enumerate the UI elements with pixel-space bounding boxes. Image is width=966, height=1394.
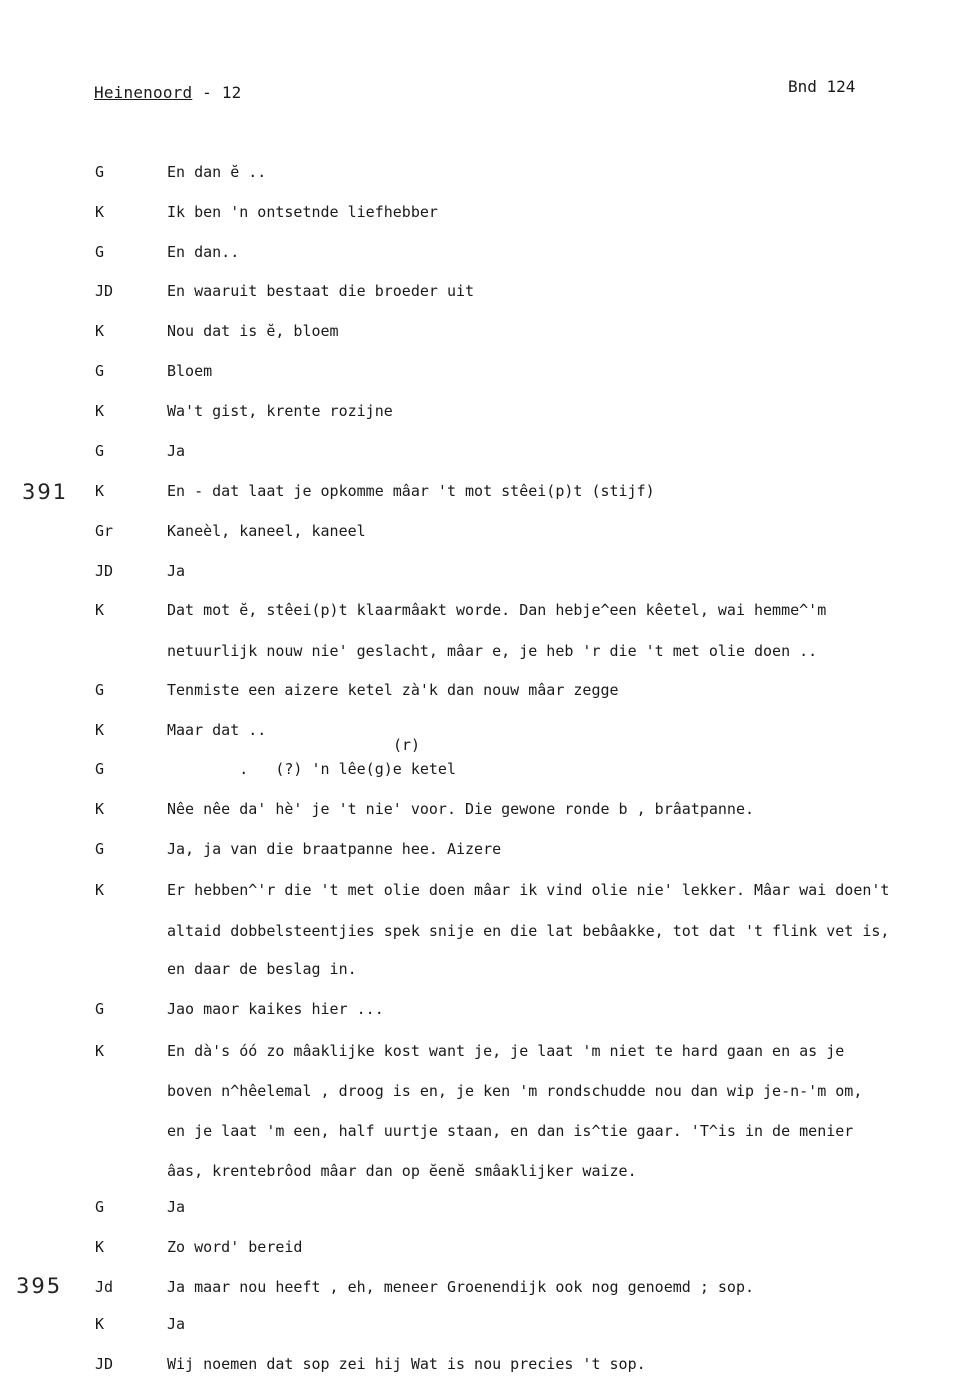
superscript-annotation: (r)	[393, 736, 421, 754]
transcript-line	[0, 282, 966, 304]
utterance-text: Wa't gist, krente rozijne	[167, 402, 393, 420]
speaker-code: K	[95, 322, 105, 340]
speaker-code: G	[95, 163, 105, 181]
transcript-line	[0, 922, 966, 944]
speaker-code: G	[95, 1198, 105, 1216]
transcript-line	[0, 243, 966, 265]
utterance-text: En dan..	[167, 243, 240, 261]
utterance-text: Ja, ja van die braatpanne hee. Aizere	[167, 840, 502, 858]
transcript-line	[0, 402, 966, 424]
utterance-text: Zo word' bereid	[167, 1238, 303, 1256]
speaker-code: K	[95, 402, 105, 420]
place-name: Heinenoord	[94, 83, 193, 102]
speaker-code: K	[95, 482, 105, 500]
speaker-code: G	[95, 1000, 105, 1018]
speaker-code: K	[95, 203, 105, 221]
utterance-text: en daar de beslag in.	[167, 960, 357, 978]
utterance-text: Tenmiste een aizere ketel zà'k dan nouw mâar zegge	[167, 681, 619, 699]
utterance-text: Maar dat ..	[167, 721, 267, 739]
utterance-text: En dan ĕ ..	[167, 163, 267, 181]
transcript-line	[0, 482, 966, 504]
utterance-text: Ja	[167, 1315, 186, 1333]
speaker-code: G	[95, 760, 105, 778]
speaker-code: K	[95, 721, 105, 739]
utterance-text: netuurlijk nouw nie' geslacht, mâar e, je heb 'r die 't met olie doen ..	[167, 642, 818, 660]
transcript-line	[0, 1198, 966, 1220]
transcript-line	[0, 442, 966, 464]
speaker-code: K	[95, 1315, 105, 1333]
utterance-text: Ik ben 'n ontsetnde liefhebber	[167, 203, 438, 221]
speaker-code: G	[95, 840, 105, 858]
margin-note-395: 395	[16, 1274, 63, 1298]
transcript-line	[0, 721, 966, 743]
transcript-line	[0, 1315, 966, 1337]
transcript-line	[0, 322, 966, 344]
transcript-line	[0, 960, 966, 982]
transcript-line	[0, 760, 966, 782]
transcript-line	[0, 522, 966, 544]
transcript-line	[0, 1278, 966, 1300]
transcript-line	[0, 1082, 966, 1104]
transcript-line	[0, 163, 966, 185]
transcript-line	[0, 1238, 966, 1260]
speaker-code: K	[95, 800, 105, 818]
page-number: - 12	[202, 83, 242, 102]
utterance-text: boven n^hêelemal , droog is en, je ken 'm rondschudde nou dan wip je-n-'m om,	[167, 1082, 863, 1100]
transcript-line	[0, 881, 966, 903]
speaker-code: G	[95, 442, 105, 460]
speaker-code: K	[95, 881, 105, 899]
speaker-code: JD	[95, 1355, 114, 1373]
transcript-line	[0, 1355, 966, 1377]
transcript-line	[0, 601, 966, 623]
utterance-text: Ja	[167, 562, 186, 580]
transcript-line	[0, 362, 966, 384]
utterance-text: Dat mot ĕ, stêei(p)t klaarmâakt worde. Dan hebje^een kêetel, wai hemme^'m	[167, 601, 827, 619]
utterance-text: Er hebben^'r die 't met olie doen mâar ik vind olie nie' lekker. Mâar wai doen't	[167, 881, 890, 899]
page-header-left	[94, 83, 242, 102]
margin-note-391: 391	[22, 480, 69, 504]
transcript-line	[0, 800, 966, 822]
utterance-text: Wij noemen dat sop zei hij Wat is nou precies 't sop.	[167, 1355, 646, 1373]
tape-number: Bnd 124	[788, 77, 856, 96]
utterance-text: Kaneèl, kaneel, kaneel	[167, 522, 366, 540]
utterance-text: . (?) 'n lêe(g)e ketel	[167, 760, 456, 778]
utterance-text: âas, krentebrôod mâar dan op ĕenĕ smâaklijker waize.	[167, 1162, 637, 1180]
transcript-line	[0, 562, 966, 584]
speaker-code: K	[95, 1238, 105, 1256]
utterance-text: altaid dobbelsteentjies spek snije en die lat bebâakke, tot dat 't flink vet is,	[167, 922, 890, 940]
utterance-text: Nou dat is ĕ, bloem	[167, 322, 339, 340]
utterance-text: Bloem	[167, 362, 213, 380]
utterance-text: Ja maar nou heeft , eh, meneer Groenendijk ook nog genoemd ; sop.	[167, 1278, 754, 1296]
utterance-text: En - dat laat je opkomme mâar 't mot stêei(p)t (stijf)	[167, 482, 655, 500]
utterance-text: Nêe nêe da' hè' je 't nie' voor. Die gewone ronde b , brâatpanne.	[167, 800, 754, 818]
transcript-line	[0, 203, 966, 225]
speaker-code: K	[95, 1042, 105, 1060]
speaker-code: G	[95, 362, 105, 380]
speaker-code: Gr	[95, 522, 114, 540]
transcript-line	[0, 681, 966, 703]
speaker-code: G	[95, 681, 105, 699]
speaker-code: G	[95, 243, 105, 261]
speaker-code: JD	[95, 282, 114, 300]
transcript-line	[0, 840, 966, 862]
transcript-line	[0, 1162, 966, 1184]
utterance-text: en je laat 'm een, half uurtje staan, en dan is^tie gaar. 'T^is in de menier	[167, 1122, 854, 1140]
transcript-line	[0, 642, 966, 664]
utterance-text: En dà's óó zo mâaklijke kost want je, je laat 'm niet te hard gaan en as je	[167, 1042, 845, 1060]
speaker-code: K	[95, 601, 105, 619]
transcript-line	[0, 1122, 966, 1144]
speaker-code: Jd	[95, 1278, 114, 1296]
utterance-text: En waaruit bestaat die broeder uit	[167, 282, 475, 300]
utterance-text: Jao maor kaikes hier ...	[167, 1000, 384, 1018]
utterance-text: Ja	[167, 442, 186, 460]
speaker-code: JD	[95, 562, 114, 580]
transcript-line	[0, 1000, 966, 1022]
transcript-line	[0, 1042, 966, 1064]
utterance-text: Ja	[167, 1198, 186, 1216]
